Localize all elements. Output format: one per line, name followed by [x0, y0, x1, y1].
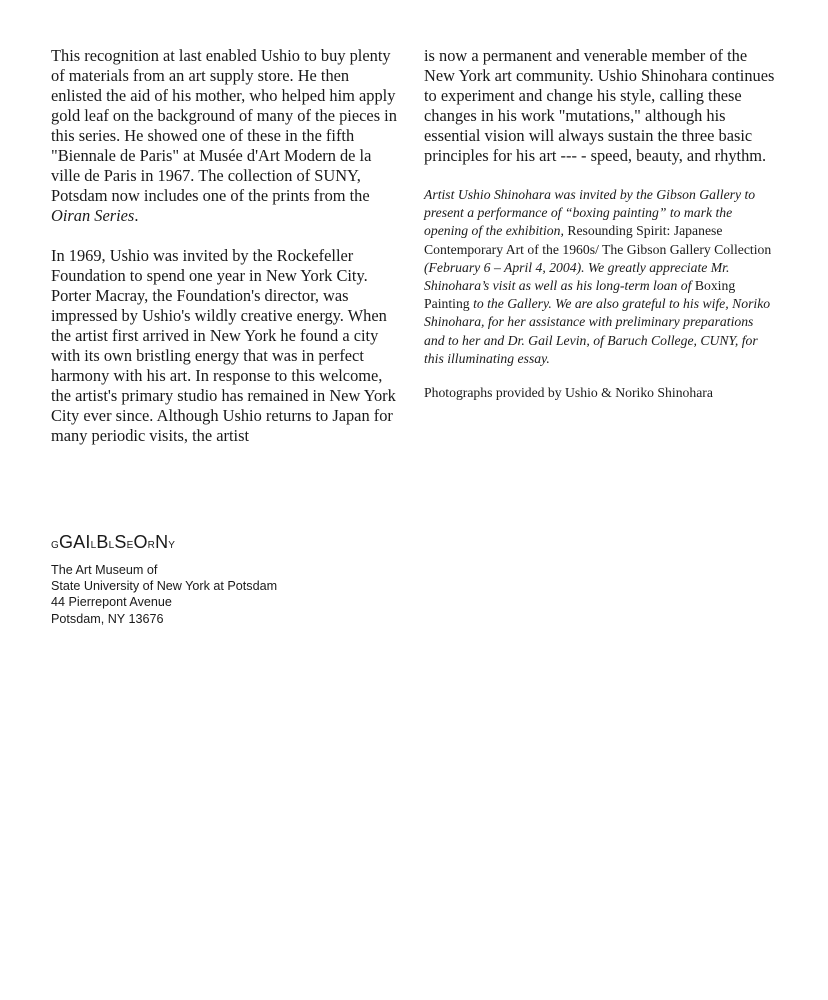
essay-paragraph-1-end: . [134, 206, 139, 225]
essay-paragraph-3: is now a permanent and venerable member of the New York art community. Ushio Shinohara continues to experiment and change his style, calling these changes in his work "mutations," although his essential vision will always sustain the three basic principles for his art --- - speed, beauty, and rhythm. [424, 46, 775, 165]
essay-paragraph-1 [51, 46, 401, 226]
left-column [51, 46, 401, 446]
oiran-series-title: Oiran Series [51, 206, 135, 225]
ack-artwork-title: Boxing Painting [424, 278, 736, 312]
address-line-1: The Art Museum of [51, 563, 158, 577]
right-column [424, 46, 776, 402]
ack-part-3: (February 6 – April 4, 2004). We greatly appreciate Mr. Shinohara’s visit as well as his long-term loan of [424, 259, 730, 294]
museum-address [51, 562, 277, 627]
ack-exhibition-title: Resounding Spirit: Japanese Contemporary Art of the 1960s/ The Gibson Gallery Collection [424, 223, 772, 257]
gibson-gallery-logo: GGAILBLSEORNY [51, 532, 176, 552]
ack-part-5: to the Gallery. We are also grateful to his wife, Noriko Shinohara, for her assistance with preliminary preparations and to her and Dr. Gail Levin, of Baruch College, CUNY, for this illuminating essay. [424, 296, 771, 366]
ack-part-1: Artist Ushio Shinohara was invited by the Gibson Gallery to present a performance of “boxing painting” to mark the opening of the exhibition, [424, 187, 756, 239]
address-line-4: Potsdam, NY 13676 [51, 611, 164, 626]
photo-credit: Photographs provided by Ushio & Noriko Shinohara [424, 385, 713, 401]
address-line-3: 44 Pierrepont Avenue [51, 595, 172, 610]
essay-paragraph-1-text: This recognition at last enabled Ushio to buy plenty of materials from an art supply store. He then enlisted the aid of his mother, who helped him apply gold leaf on the background of many of the pieces in this series. He showed one of these in the fifth "Biennale de Paris" at Musée d'Art Modern de la ville de Paris in 1967. The collection of SUNY, Potsdam now includes one of the prints from the [51, 46, 397, 205]
essay-paragraph-2: In 1969, Ushio was invited by the Rockefeller Foundation to spend one year in New York City. Porter Macray, the Foundation's director, was impressed by Ushio's wildly creative energy. When the artist first arrived in New York he found a city with its own bristling energy that was in perfect harmony with his art. In response to this welcome, the artist's primary studio has remained in New York City ever since. Although Ushio returns to Japan for many periodic visits, the artist [51, 246, 396, 445]
acknowledgement-paragraph [424, 186, 776, 368]
address-line-2: State University of New York at Potsdam [51, 579, 278, 594]
